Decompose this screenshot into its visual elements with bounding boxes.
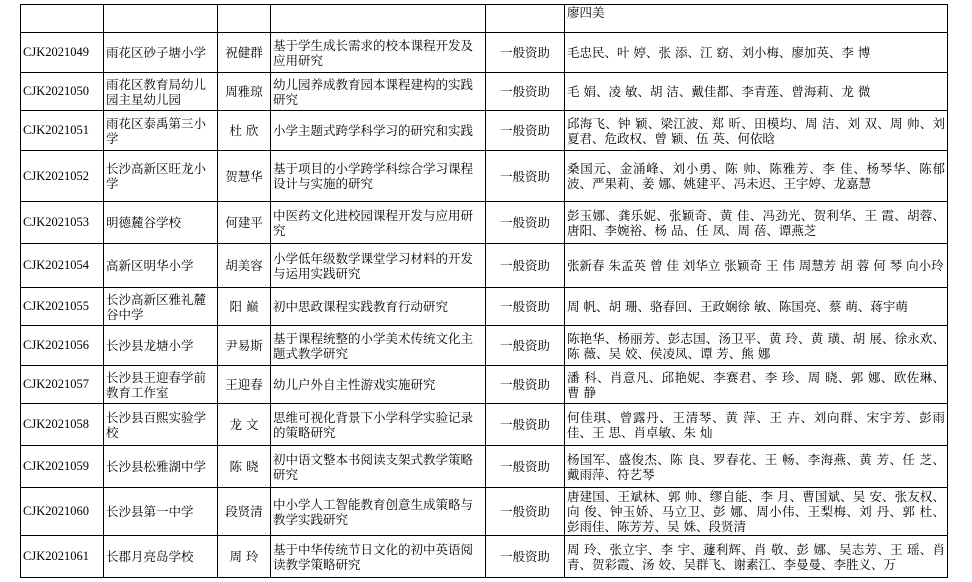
cell-id: CJK2021051 xyxy=(21,111,104,151)
cell-id xyxy=(21,5,104,33)
cell-leader: 杜 欣 xyxy=(218,111,271,151)
cell-title: 基于学生成长需求的校本课程开发及应用研究 xyxy=(271,33,486,73)
cell-title: 幼儿园养成教育园本课程建构的实践研究 xyxy=(271,73,486,111)
cell-school: 长沙高新区雅礼麓谷中学 xyxy=(104,288,218,326)
table-row xyxy=(21,244,948,288)
cell-members: 毛忠民、叶 婷、张 添、江 窈、刘小梅、廖加英、李 博 xyxy=(565,33,948,73)
cell-funding: 一般资助 xyxy=(486,446,565,488)
cell-funding: 一般资助 xyxy=(486,244,565,288)
cell-members: 桑国元、金涌峰、刘小勇、陈 帅、陈雅芳、李 佳、杨琴华、陈郁波、严果莉、姜 娜、姚建平、冯未迟、王宇婷、龙嘉慧 xyxy=(565,151,948,202)
cell-id: CJK2021054 xyxy=(21,244,104,288)
cell-leader: 何建平 xyxy=(218,202,271,244)
table-row xyxy=(21,288,948,326)
cell-school: 长郡月亮岛学校 xyxy=(104,536,218,578)
cell-title: 基于中华传统节日文化的初中英语阅读教学策略研究 xyxy=(271,536,486,578)
cell-leader: 周 玲 xyxy=(218,536,271,578)
cell-id: CJK2021060 xyxy=(21,488,104,536)
cell-members: 潘 科、肖意凡、邱艳妮、李赛君、李 珍、周 晓、郭 娜、欧佐琳、曹 静 xyxy=(565,366,948,404)
cell-id: CJK2021053 xyxy=(21,202,104,244)
cell-id: CJK2021056 xyxy=(21,326,104,366)
cell-leader xyxy=(218,5,271,33)
cell-leader: 胡美容 xyxy=(218,244,271,288)
cell-title: 初中思政课程实践教育行动研究 xyxy=(271,288,486,326)
table-row xyxy=(21,326,948,366)
cell-school: 长沙县松雅湖中学 xyxy=(104,446,218,488)
cell-school xyxy=(104,5,218,33)
cell-school: 长沙县王迎春学前教育工作室 xyxy=(104,366,218,404)
cell-id: CJK2021050 xyxy=(21,73,104,111)
cell-title xyxy=(271,5,486,33)
cell-school: 长沙县龙塘小学 xyxy=(104,326,218,366)
cell-leader: 贺慧华 xyxy=(218,151,271,202)
cell-school: 长沙县百熙实验学校 xyxy=(104,404,218,446)
cell-funding: 一般资助 xyxy=(486,404,565,446)
cell-id: CJK2021058 xyxy=(21,404,104,446)
cell-funding: 一般资助 xyxy=(486,33,565,73)
table-row xyxy=(21,488,948,536)
cell-school: 长沙县第一中学 xyxy=(104,488,218,536)
cell-id: CJK2021059 xyxy=(21,446,104,488)
table-row xyxy=(21,404,948,446)
cell-title: 小学低年级数学课堂学习材料的开发与运用实践研究 xyxy=(271,244,486,288)
cell-funding: 一般资助 xyxy=(486,202,565,244)
cell-id: CJK2021055 xyxy=(21,288,104,326)
cell-id: CJK2021061 xyxy=(21,536,104,578)
cell-school: 明德麓谷学校 xyxy=(104,202,218,244)
table-row xyxy=(21,111,948,151)
cell-leader: 王迎春 xyxy=(218,366,271,404)
members-text: 廖四美 xyxy=(567,5,605,20)
cell-funding: 一般资助 xyxy=(486,536,565,578)
cell-school: 雨花区教育局幼儿园主星幼儿园 xyxy=(104,73,218,111)
cell-school: 高新区明华小学 xyxy=(104,244,218,288)
cell-members: 唐建国、王斌林、郭 帅、缪自能、李 月、曹国斌、吴 安、张友权、向 俊、钟玉娇、马立卫、彭 娜、周小伟、王梨梅、刘 丹、郭 杜、彭雨佳、陈芳芳、吴 姝、段贤清 xyxy=(565,488,948,536)
cell-funding: 一般资助 xyxy=(486,288,565,326)
cell-funding: 一般资助 xyxy=(486,366,565,404)
cell-funding: 一般资助 xyxy=(486,73,565,111)
cell-id: CJK2021057 xyxy=(21,366,104,404)
cell-leader: 阳 巅 xyxy=(218,288,271,326)
table-row xyxy=(21,202,948,244)
cell-leader: 尹易斯 xyxy=(218,326,271,366)
cell-title: 小学主题式跨学科学习的研究和实践 xyxy=(271,111,486,151)
table-row xyxy=(21,73,948,111)
cell-members: 张新春 朱孟英 曾 佳 刘华立 张颖奇 王 伟 周慧芳 胡 蓉 何 琴 向小玲 xyxy=(565,244,948,288)
table-row xyxy=(21,446,948,488)
cell-funding: 一般资助 xyxy=(486,151,565,202)
table-row xyxy=(21,366,948,404)
cell-funding: 一般资助 xyxy=(486,488,565,536)
cell-school: 雨花区砂子塘小学 xyxy=(104,33,218,73)
cell-school: 长沙高新区旺龙小学 xyxy=(104,151,218,202)
cell-members: 周 帆、胡 珊、骆春回、王政娴徐 敏、陈国亮、蔡 萌、蒋宇萌 xyxy=(565,288,948,326)
table-row xyxy=(21,33,948,73)
cell-leader: 陈 晓 xyxy=(218,446,271,488)
cell-id: CJK2021049 xyxy=(21,33,104,73)
cell-members: 陈艳华、杨丽芳、彭志国、汤卫平、黄 玲、黄 璜、胡 展、徐永欢、陈 薇、吴 姣、侯凌凤、谭 芳、熊 娜 xyxy=(565,326,948,366)
table-body xyxy=(21,5,948,578)
cell-title: 思维可视化背景下小学科学实验记录的策略研究 xyxy=(271,404,486,446)
cell-leader: 祝健群 xyxy=(218,33,271,73)
cell-funding xyxy=(486,5,565,33)
table-row xyxy=(21,536,948,578)
cell-title: 中医药文化进校园课程开发与应用研究 xyxy=(271,202,486,244)
cell-members xyxy=(565,5,948,33)
cell-members: 彭玉娜、龚乐妮、张颖奇、黄 佳、冯劲光、贺利华、王 霞、胡蓉、唐阳、李婉裕、杨 品、任 凤、周 蓓、谭燕芝 xyxy=(565,202,948,244)
cell-members: 周 玲、张立宇、李 宇、蘧利辉、肖 敬、彭 娜、吴志芳、王 瑶、肖青、贺彩霞、汤 姣、吴群飞、谢素江、李曼曼、李胜义、万 xyxy=(565,536,948,578)
cell-title: 初中语文整本书阅读支架式教学策略研究 xyxy=(271,446,486,488)
project-list-table xyxy=(20,4,948,578)
cell-school: 雨花区泰禹第三小学 xyxy=(104,111,218,151)
cell-title: 基于课程统整的小学美术传统文化主题式教学研究 xyxy=(271,326,486,366)
cell-members: 何佳琪、曾露丹、王清琴、黄 萍、王 卉、刘向群、宋宇芳、彭雨佳、王 思、肖卓敏、朱 灿 xyxy=(565,404,948,446)
cell-id: CJK2021052 xyxy=(21,151,104,202)
table-row-continuation xyxy=(21,5,948,33)
cell-leader: 周雅琼 xyxy=(218,73,271,111)
cell-leader: 龙 文 xyxy=(218,404,271,446)
cell-leader: 段贤清 xyxy=(218,488,271,536)
cell-funding: 一般资助 xyxy=(486,111,565,151)
cell-title: 幼儿户外自主性游戏实施研究 xyxy=(271,366,486,404)
cell-title: 基于项目的小学跨学科综合学习课程设计与实施的研究 xyxy=(271,151,486,202)
cell-members: 毛 娟、凌 敏、胡 洁、戴佳都、李青莲、曾海莉、龙 微 xyxy=(565,73,948,111)
cell-members: 邱海飞、钟 颖、梁江波、郑 昕、田模均、周 洁、刘 双、周 帅、刘夏君、危政权、曾 颖、伍 英、何依晗 xyxy=(565,111,948,151)
cell-title: 中小学人工智能教育创意生成策略与教学实践研究 xyxy=(271,488,486,536)
cell-funding: 一般资助 xyxy=(486,326,565,366)
table-row xyxy=(21,151,948,202)
cell-members: 杨国军、盛俊杰、陈 良、罗春花、王 畅、李海燕、黄 芳、任 芝、戴雨萍、符艺琴 xyxy=(565,446,948,488)
